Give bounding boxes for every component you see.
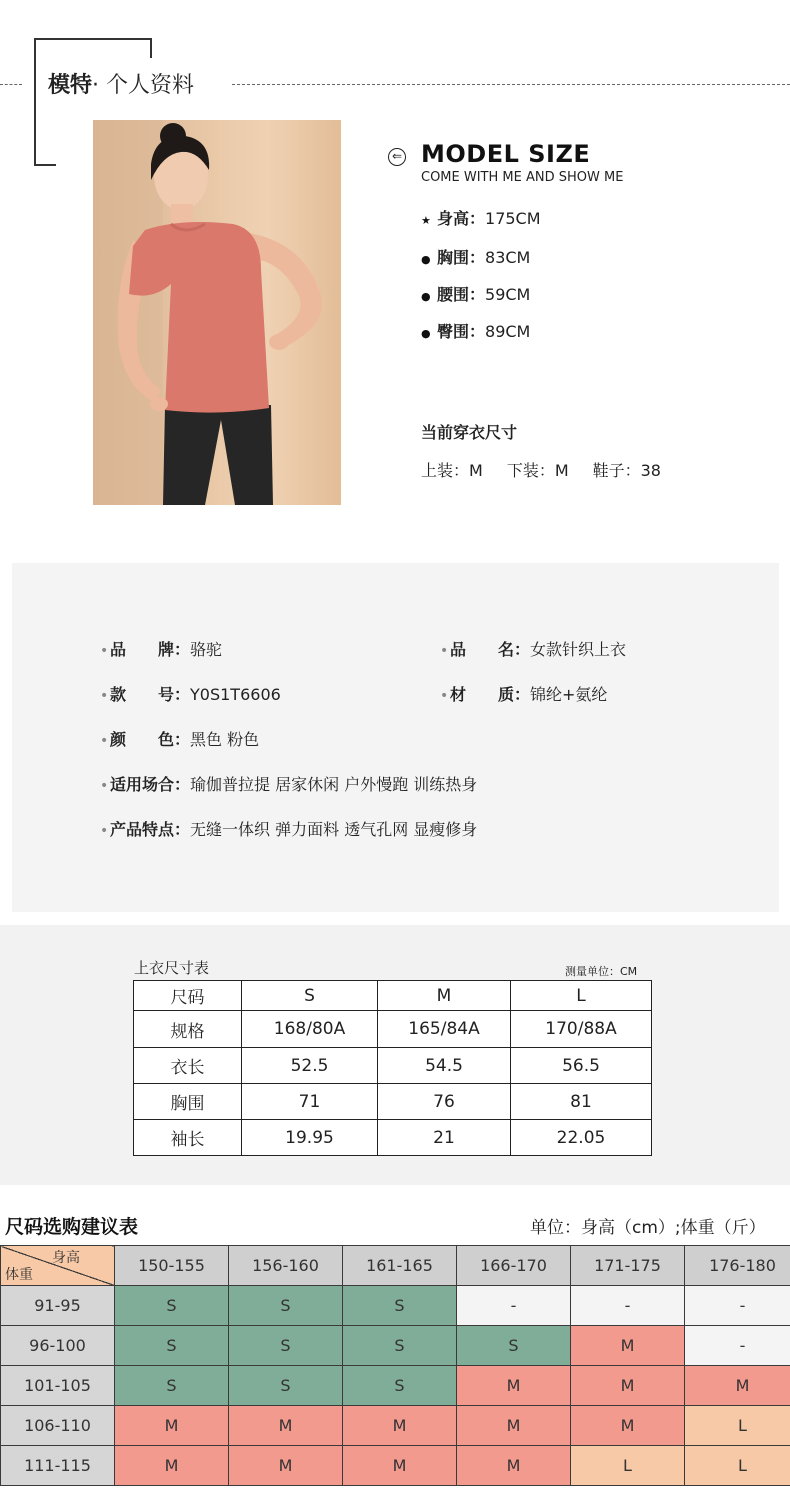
table-cell: 19.95 [242,1120,378,1156]
recommendation-title: 尺码选购建议表 [5,1216,139,1238]
info-value: 黑色 粉色 [190,730,260,749]
table-row [1,1406,790,1446]
table-cell: 165/84A [378,1011,511,1048]
table-row [134,1048,652,1084]
corner-bracket-tick [150,38,152,58]
weight-header: 91-95 [1,1286,115,1326]
bullet-icon: • [440,643,449,659]
bullet-icon: • [100,778,109,794]
stat-hip [421,319,530,342]
table-row [134,1120,652,1156]
info-sku [100,682,281,705]
info-value: 女款针织上衣 [530,640,627,659]
weight-header: 101-105 [1,1366,115,1406]
bullet-icon: • [100,688,109,704]
star-icon: ★ [421,214,431,227]
size-cell: M [685,1366,790,1406]
corner-bracket-bottom [34,164,56,166]
info-value: 无缝一体织 弹力面料 透气孔网 显瘦修身 [190,820,478,839]
row-label: 袖长 [134,1120,242,1156]
height-header-row [1,1246,790,1286]
current-top-size: 上装：M [421,461,483,480]
arrow-circle-icon: ⇐ [388,148,406,166]
info-value: 瑜伽普拉提 居家休闲 户外慢跑 训练热身 [190,775,478,794]
size-cell: M [229,1446,343,1486]
table-row [1,1326,790,1366]
model-photo [93,120,341,505]
corner-height-label: 身高 [52,1250,80,1266]
bullet-icon: ● [421,290,431,303]
header-cell: S [242,981,378,1011]
table-cell: 54.5 [378,1048,511,1084]
table-row [134,1084,652,1120]
table-row [1,1446,790,1486]
size-cell: L [685,1446,790,1486]
size-cell: M [571,1366,685,1406]
model-size-subtitle: COME WITH ME AND SHOW ME [421,170,624,185]
bullet-icon: • [100,643,109,659]
info-material [440,682,607,705]
stat-label: 臀围： [437,322,486,341]
table-cell: 22.05 [511,1120,652,1156]
model-section [0,0,790,545]
size-cell: S [229,1366,343,1406]
bullet-icon: • [100,733,109,749]
info-label: 品 名： [450,640,531,659]
size-table-title: 上衣尺寸表 [134,959,210,977]
size-cell: - [685,1286,790,1326]
info-name [440,637,626,660]
size-cell: M [571,1326,685,1366]
size-cell: - [457,1286,571,1326]
stat-value: 175CM [485,209,541,228]
table-cell: 170/88A [511,1011,652,1048]
corner-bracket-top [34,38,152,40]
stat-value: 89CM [485,322,531,341]
size-table-header [134,981,652,1011]
table-cell: 21 [378,1120,511,1156]
table-row [134,1011,652,1048]
size-cell: M [457,1446,571,1486]
row-label: 衣长 [134,1048,242,1084]
size-cell: M [115,1406,229,1446]
bullet-icon: • [100,823,109,839]
size-cell: M [229,1406,343,1446]
table-row [1,1366,790,1406]
info-value: 锦纶+氨纶 [530,685,608,704]
size-cell: S [343,1286,457,1326]
weight-header: 96-100 [1,1326,115,1366]
stat-height [421,206,541,229]
row-label: 规格 [134,1011,242,1048]
size-cell: S [229,1286,343,1326]
corner-weight-label: 体重 [5,1267,33,1283]
size-cell: S [115,1366,229,1406]
size-recommendation-section [0,1198,790,1500]
height-header: 176-180 [685,1246,790,1286]
size-cell: M [571,1406,685,1446]
table-row [1,1286,790,1326]
product-info-section [12,563,779,912]
stat-value: 83CM [485,248,531,267]
size-cell: M [343,1406,457,1446]
stat-label: 胸围： [437,248,486,267]
model-illustration [93,120,341,505]
size-cell: M [457,1366,571,1406]
info-label: 颜 色： [110,730,191,749]
current-shoe-size: 鞋子：38 [592,461,661,480]
model-heading-rest: · 个人资料 [92,73,195,98]
size-cell: M [457,1406,571,1446]
table-cell: 76 [378,1084,511,1120]
model-heading [48,68,200,99]
size-cell: S [115,1326,229,1366]
info-features [100,817,477,840]
size-cell: M [343,1446,457,1486]
info-color [100,727,259,750]
model-size-title: MODEL SIZE [421,140,591,168]
info-occasion [100,772,477,795]
recommendation-unit: 单位：身高（cm）;体重（斤） [530,1218,766,1238]
stat-label: 腰围： [437,285,486,304]
weight-header: 106-110 [1,1406,115,1446]
stat-waist [421,282,530,305]
size-table-unit: 测量单位：CM [565,965,638,978]
size-cell: S [343,1326,457,1366]
row-label: 胸围 [134,1084,242,1120]
size-cell: L [571,1446,685,1486]
size-cell: L [685,1406,790,1446]
corner-cell [1,1246,115,1286]
info-value: Y0S1T6606 [190,685,281,704]
size-cell: S [343,1366,457,1406]
size-cell: S [457,1326,571,1366]
model-heading-bold: 模特 [48,73,93,98]
info-label: 材 质： [450,685,531,704]
size-table-section [0,925,790,1185]
stat-bust [421,245,530,268]
header-cell: 尺码 [134,981,242,1011]
current-size-row [421,458,685,481]
size-cell: S [229,1326,343,1366]
table-cell: 71 [242,1084,378,1120]
size-cell: S [115,1286,229,1326]
height-header: 166-170 [457,1246,571,1286]
bullet-icon: ● [421,253,431,266]
height-header: 171-175 [571,1246,685,1286]
height-header: 161-165 [343,1246,457,1286]
info-value: 骆驼 [190,640,223,659]
bullet-icon: • [440,688,449,704]
size-cell: - [685,1326,790,1366]
size-cell: M [115,1446,229,1486]
info-label: 款 号： [110,685,191,704]
current-bottom-size: 下装：M [506,461,569,480]
table-cell: 52.5 [242,1048,378,1084]
header-cell: L [511,981,652,1011]
header-cell: M [378,981,511,1011]
weight-header: 111-115 [1,1446,115,1486]
size-table [133,980,652,1156]
stat-label: 身高： [437,209,486,228]
bullet-icon: ● [421,327,431,340]
dashed-divider-left [0,84,22,85]
info-label: 适用场合： [110,775,191,794]
table-cell: 81 [511,1084,652,1120]
stat-value: 59CM [485,285,531,304]
table-cell: 168/80A [242,1011,378,1048]
recommendation-table [0,1245,790,1486]
dashed-divider-right [232,84,790,85]
info-label: 品 牌： [110,640,191,659]
info-brand [100,637,222,660]
table-cell: 56.5 [511,1048,652,1084]
info-label: 产品特点： [110,820,191,839]
size-cell: - [571,1286,685,1326]
corner-bracket [34,38,36,166]
height-header: 156-160 [229,1246,343,1286]
current-size-title: 当前穿衣尺寸 [421,423,518,442]
height-header: 150-155 [115,1246,229,1286]
